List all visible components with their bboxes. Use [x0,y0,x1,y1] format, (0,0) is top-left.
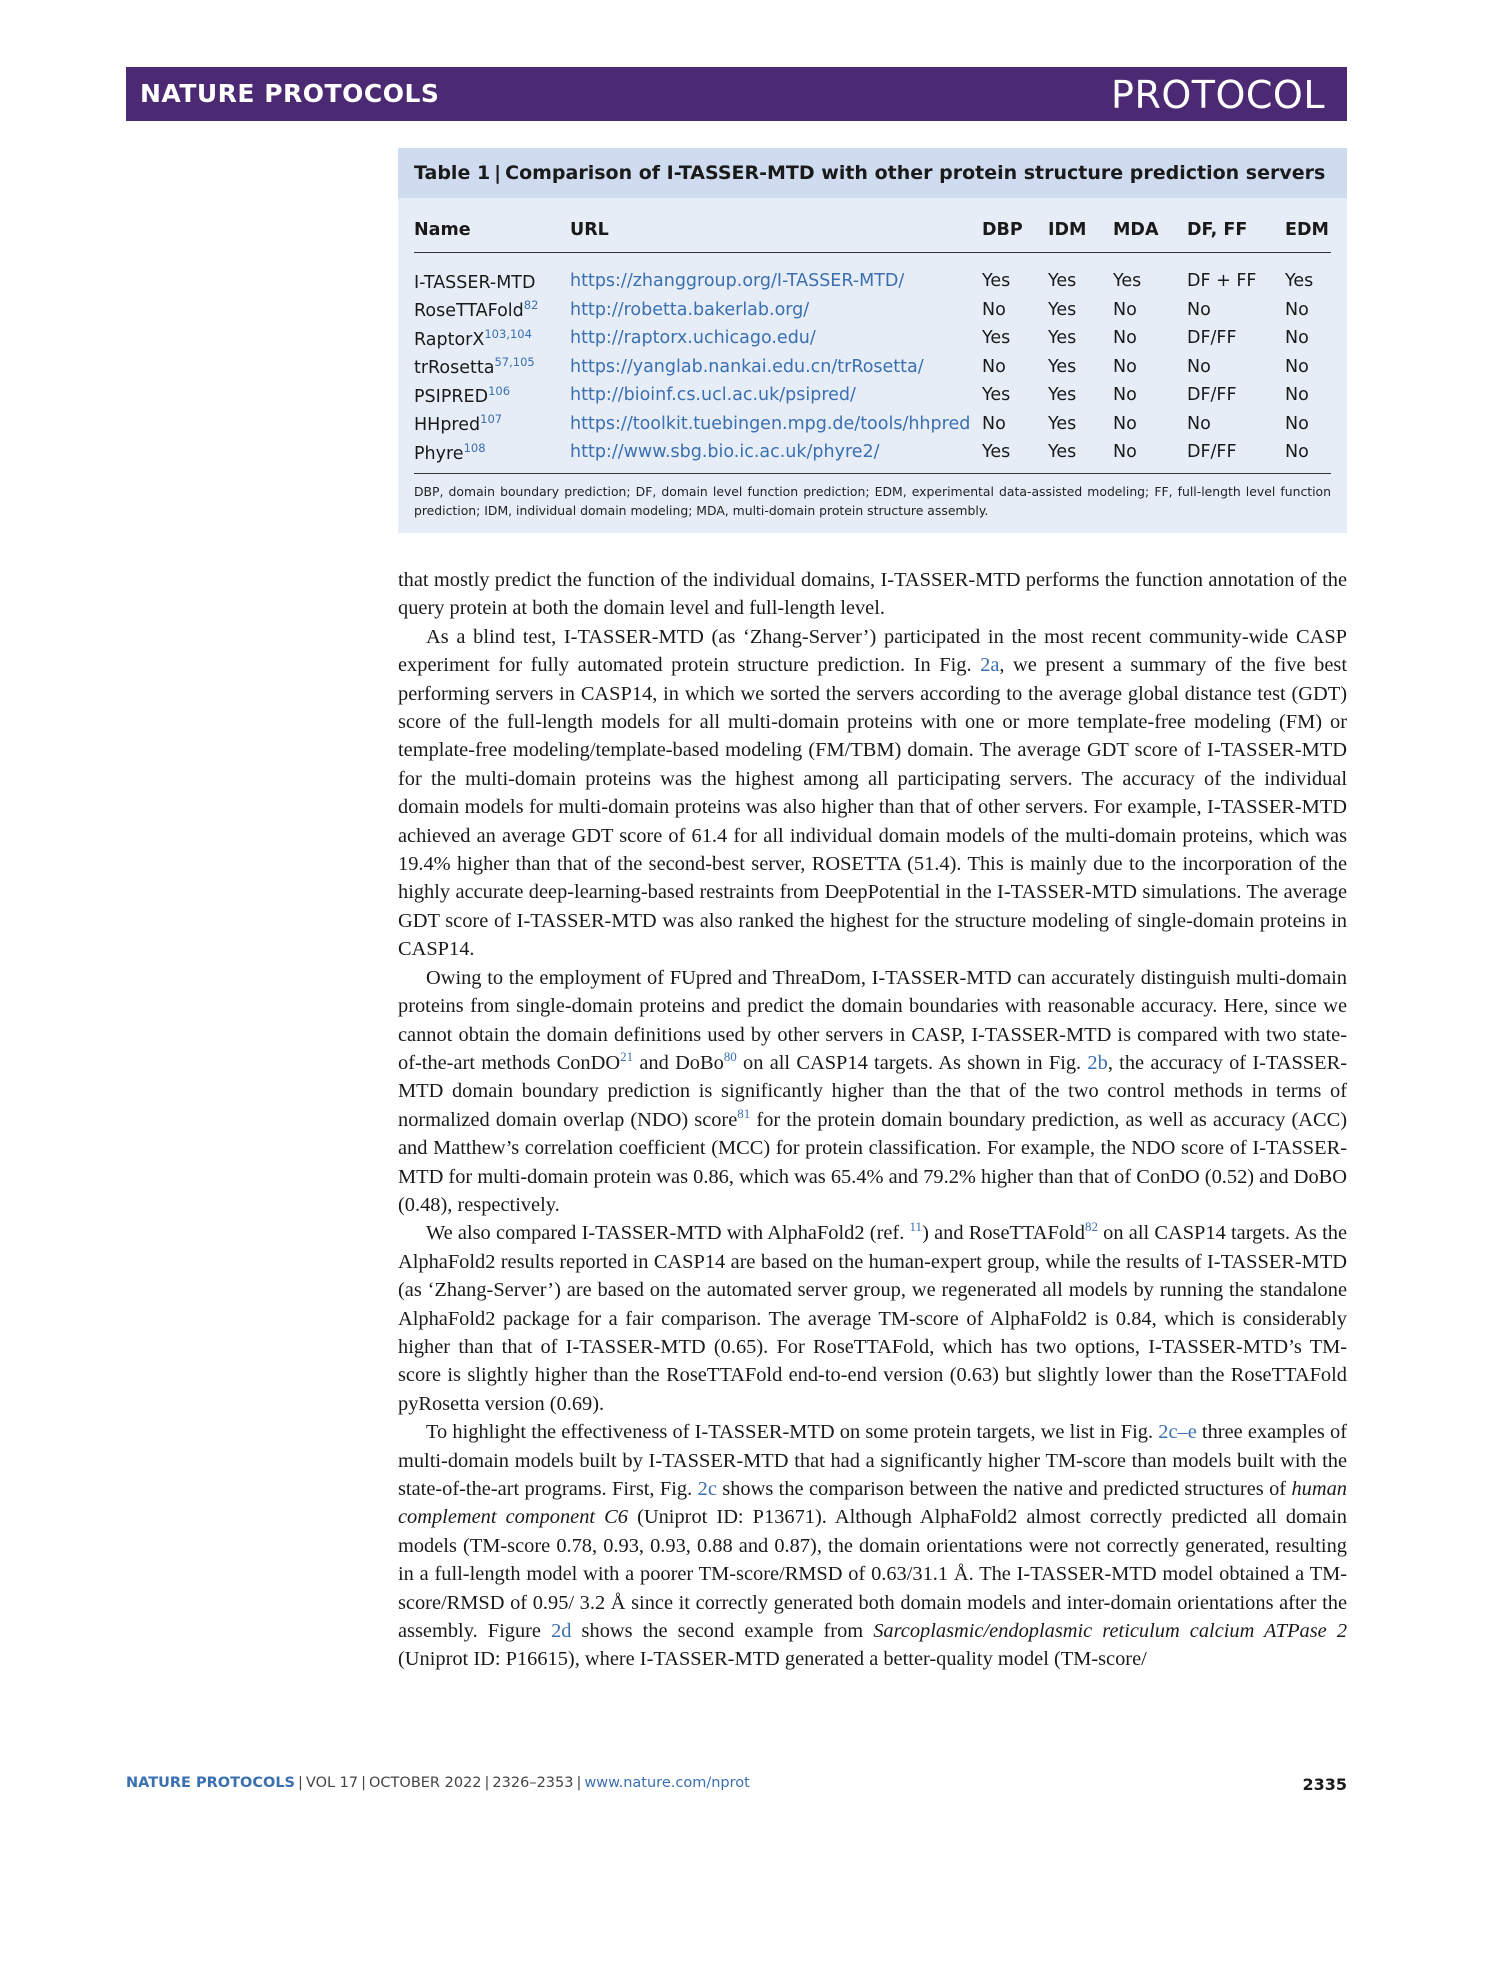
table-row [414,296,1331,325]
cell-mda: No [1113,438,1187,473]
cell-df-ff: DF + FF [1187,271,1257,292]
cell-url[interactable]: https://zhanggroup.org/I-TASSER-MTD/ [570,271,905,292]
cell-dbp: No [982,356,1006,377]
cell-dbp: No [982,299,1006,320]
cell-mda: No [1113,356,1137,377]
table-label: Table 1 [414,162,491,184]
footer-volume: VOL 17 [305,1775,359,1791]
figure-ref-2c[interactable]: 2c [697,1478,717,1500]
col-header-edm: EDM [1285,208,1331,253]
col-header-dbp: DBP [982,208,1048,253]
table-row [414,410,1331,439]
cell-name: trRosetta$^{57,105}$ [414,355,535,379]
cell-df-ff: DF/FF [1187,328,1237,349]
cell-edm: No [1285,385,1309,406]
cell-dbp: Yes [982,271,1011,292]
citation-21[interactable]: 21 [620,1048,634,1064]
table-caption-separator: | [494,162,502,184]
table-row [414,438,1331,473]
cell-idm: Yes [1048,413,1077,434]
paragraph-4: We also compared I-TASSER-MTD with AlphaFold2 (ref. $^{11}$) and RoseTTAFold$^{82}$ on all CASP14 targets. As the AlphaFold2 results reported in CASP14 are based on the human-expert group, while the results of I-TASSER-MTD (as ‘Zhang-Server’) are based on the automated server group, we regenerated all models by running the standalone AlphaFold2 package for a fair comparison. The average TM-score of AlphaFold2 is 0.84, which is considerably higher than that of I-TASSER-MTD (0.65). For RoseTTAFold, which has two options, I-TASSER-MTD’s TM-score is slightly higher than the RoseTTAFold end-to-end version (0.63) but slightly lower than the RoseTTAFold pyRosetta version (0.69). [398,1219,1347,1415]
cell-url[interactable]: http://raptorx.uchicago.edu/ [570,328,816,349]
article-type: PROTOCOL [1111,73,1325,117]
footer-date: OCTOBER 2022 [369,1775,482,1791]
citation-82[interactable]: 82 [1084,1219,1098,1235]
paragraph-3: Owing to the employment of FUpred and ThreaDom, I-TASSER-MTD can accurately distinguish multi-domain proteins from single-domain proteins and predict the domain boundaries with reasonable accuracy. Here, since we cannot obtain the domain definitions used by other servers in CASP, I-TASSER-MTD is compared with two state-of-the-art methods ConDO$^{21}$ and DoBo$^{80}$ on all CASP14 targets. As shown in Fig. 2b, the accuracy of I-TASSER-MTD domain boundary prediction is significantly higher than the that of the two control methods in terms of normalized domain overlap (NDO) score$^{81}$ for the protein domain boundary prediction, as well as accuracy (ACC) and Matthew’s correlation coefficient (MCC) for protein classification. For example, the NDO score of I-TASSER-MTD for multi-domain protein was 0.86, which was 65.4% and 79.2% higher than that of ConDO (0.52) and DoBO (0.48), respectively. [398,966,1347,1216]
cell-dbp: No [982,413,1006,434]
cell-df-ff: DF/FF [1187,385,1237,406]
cell-mda: No [1113,385,1137,406]
journal-name: NATURE PROTOCOLS [140,79,440,108]
cell-name: PSIPRED$^{106}$ [414,383,511,407]
cell-dbp: Yes [982,328,1011,349]
citation-81[interactable]: 81 [737,1105,751,1121]
cell-idm: Yes [1048,271,1077,292]
cell-url[interactable]: http://www.sbg.bio.ic.ac.uk/phyre2/ [570,438,982,473]
cell-name: RoseTTAFold$^{82}$ [414,298,539,322]
table-row [414,381,1331,410]
cell-dbp: Yes [982,385,1011,406]
figure-ref-2a[interactable]: 2a [980,654,1000,677]
table-caption [398,148,1347,198]
cell-edm: No [1285,356,1309,377]
table-row [414,253,1331,296]
col-header-url: URL [570,208,982,253]
comparison-table [414,208,1331,474]
cell-name: Phyre$^{108}$ [414,438,570,473]
cell-url[interactable]: https://toolkit.tuebingen.mpg.de/tools/hhpred [570,413,971,434]
cell-url[interactable]: http://bioinf.cs.ucl.ac.uk/psipred/ [570,385,856,406]
table-caption-text: Comparison of I-TASSER-MTD with other protein structure prediction servers [505,162,1326,184]
cell-dbp: Yes [982,438,1048,473]
page-footer: NATURE PROTOCOLS | VOL 17 | OCTOBER 2022 | 2326–2353 | www.nature.com/nprot 2335 [126,1775,1347,1794]
footer-journal: NATURE PROTOCOLS [126,1775,296,1791]
table-1 [398,148,1347,533]
cell-mda: No [1113,413,1137,434]
table-row [414,353,1331,382]
table-header-row [414,208,1331,253]
footer-pages: 2326–2353 [492,1775,574,1791]
cell-idm: Yes [1048,299,1077,320]
cell-name: HHpred$^{107}$ [414,412,503,436]
col-header-name: Name [414,208,570,253]
citation-11[interactable]: 11 [909,1219,923,1235]
page-header [126,67,1347,121]
paragraph-5: To highlight the effectiveness of I-TASSER-MTD on some protein targets, we list in Fig. 2c–e three examples of multi-domain models built by I-TASSER-MTD that had a significantly higher TM-score than models built with the state-of-the-art programs. First, Fig. 2c shows the comparison between the native and predicted structures of human complement component C6 (Uniprot ID: P13671). Although AlphaFold2 almost correctly predicted all domain models (TM-score 0.78, 0.93, 0.93, 0.88 and 0.87), the domain orientations were not correctly generated, resulting in a full-length model with a poorer TM-score/RMSD of 0.63/31.1 Å. The I-TASSER-MTD model obtained a TM-score/RMSD of 0.95/ 3.2 Å since it correctly generated both domain models and inter-domain orientations after the assembly. Figure 2d shows the second example from Sarcoplasmic/endoplasmic reticulum calcium ATPase 2 (Uniprot ID: P16615), where I-TASSER-MTD generated a better-quality model (TM-score/ [398,1421,1348,1671]
cell-edm: Yes [1285,271,1314,292]
figure-ref-2d[interactable]: 2d [551,1620,572,1643]
cell-df-ff: No [1187,299,1211,320]
citation-80[interactable]: 80 [723,1048,737,1064]
cell-idm: Yes [1048,328,1077,349]
cell-edm: No [1285,328,1309,349]
cell-df-ff: DF/FF [1187,438,1285,473]
cell-edm: No [1285,299,1309,320]
table-footnote: DBP, domain boundary prediction; DF, domain level function prediction; EDM, experimental data-assisted modeling; FF, full-length level function prediction; IDM, individual domain modeling; MDA, multi-domain protein structure assembly. [414,484,1331,518]
figure-ref-2c-e[interactable]: 2c–e [1158,1421,1197,1444]
cell-idm: Yes [1048,356,1077,377]
cell-mda: Yes [1113,271,1142,292]
table-body [414,253,1331,474]
cell-idm: Yes [1048,385,1077,406]
cell-url[interactable]: https://yanglab.nankai.edu.cn/trRosetta/ [570,356,924,377]
page-number: 2335 [1302,1775,1347,1794]
cell-mda: No [1113,299,1137,320]
cell-name: RaptorX$^{103,104}$ [414,326,532,350]
body-text [398,566,1347,1674]
col-header-mda: MDA [1113,208,1187,253]
paragraph-1: that mostly predict the function of the individual domains, I-TASSER-MTD performs the function annotation of the query protein at both the domain level and full-length level. [398,569,1347,620]
col-header-df-ff: DF, FF [1187,208,1285,253]
cell-mda: No [1113,328,1137,349]
table-row [414,324,1331,353]
figure-ref-2b[interactable]: 2b [1087,1051,1108,1074]
col-header-idm: IDM [1048,208,1113,253]
cell-df-ff: No [1187,413,1211,434]
cell-edm: No [1285,438,1331,473]
cell-idm: Yes [1048,438,1113,473]
cell-url[interactable]: http://robetta.bakerlab.org/ [570,299,810,320]
footer-url[interactable]: www.nature.com/nprot [584,1775,750,1791]
paragraph-2: As a blind test, I-TASSER-MTD (as ‘Zhang-Server’) participated in the most recent community-wide CASP experiment for fully automated protein structure prediction. In Fig. 2a, we present a summary of the five best performing servers in CASP14, in which we sorted the servers according to the average global distance test (GDT) score of the full-length models for all multi-domain proteins with one or more template-free modeling (FM) or template-free modeling/template-based modeling (FM/TBM) domain. The average GDT score of I-TASSER-MTD for the multi-domain proteins was the highest among all participating servers. The accuracy of the individual domain models for multi-domain proteins was also higher than that of other servers. For example, I-TASSER-MTD achieved an average GDT score of 61.4 for all individual domain models of the multi-domain proteins, which was 19.4% higher than that of the second-best server, ROSETTA (51.4). This is mainly due to the incorporation of the highly accurate deep-learning-based restraints from DeepPotential in the I-TASSER-MTD simulations. The average GDT score of I-TASSER-MTD was also ranked the highest for the structure modeling of single-domain proteins in CASP14. [398,625,1347,961]
cell-edm: No [1285,413,1309,434]
cell-name: I-TASSER-MTD [414,272,536,293]
cell-df-ff: No [1187,356,1211,377]
